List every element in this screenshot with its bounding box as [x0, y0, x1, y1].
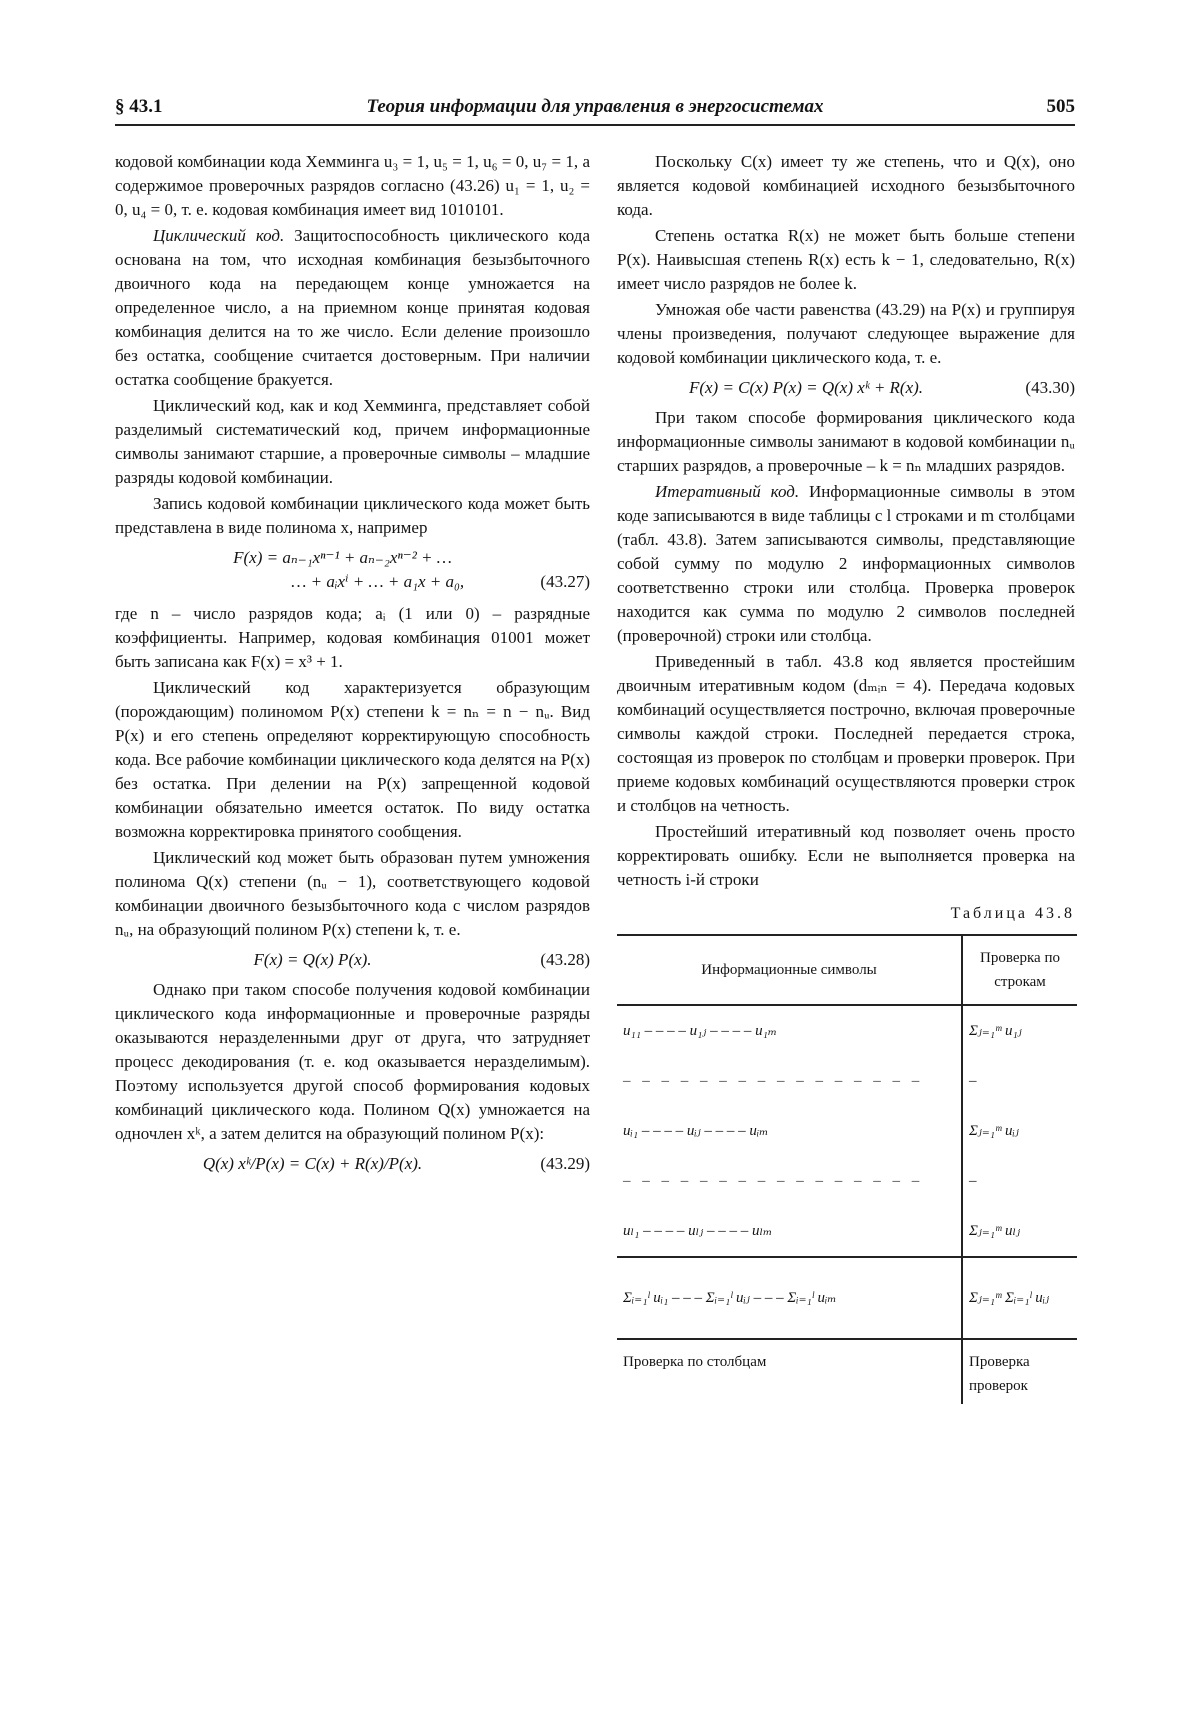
equation-43-28: [115, 948, 590, 972]
paragraph: Циклический код, как и код Хемминга, представляет собой разделимый систематический код, причем информационные символы занимают старшие, а проверочные символы – младшие разряды кодовой комбинации.: [115, 396, 590, 487]
table-sum-row: [617, 1257, 1077, 1339]
equation-number: (43.29): [540, 1154, 590, 1173]
paragraph: При таком способе формирования циклического кода информационные символы занимают в кодовой комбинации nᵤ старших разрядов, а проверочные – k = nₙ младших разрядов.: [617, 408, 1075, 475]
paragraph: где n – число разрядов кода; aᵢ (1 или 0) – разрядные коэффициенты. Например, кодовая комбинация 01001 может быть записана как F(x) = x³ + 1.: [115, 604, 590, 671]
equation-43-27: [115, 546, 590, 594]
equation-number: (43.30): [1025, 378, 1075, 397]
paragraph: Простейший итеративный код позволяет очень просто корректировать ошибку. Если не выполняется проверка на четность i-й строки: [617, 822, 1075, 889]
paragraph-text: Информационные символы в этом коде записываются в виде таблицы с l строками и m столбцами (табл. 43.8). Затем записываются символы, представляющие собой сумму по модулю 2 информационных символов соответственно строки или столбца. Проверка проверок находится как сумма по модулю 2 символов последней (проверочной) строки или столбца.: [617, 482, 1075, 645]
paragraph: Умножая обе части равенства (43.29) на P(x) и группируя члены произведения, получают следующее выражение для кодовой комбинации циклического кода, т. е.: [617, 300, 1075, 367]
equation-number: (43.27): [540, 572, 590, 591]
table-cell: Проверка проверок: [962, 1339, 1077, 1404]
table-row: [617, 1156, 1077, 1206]
table-43-8: [617, 934, 1077, 1404]
table-cell: Σⱼ₌₁ᵐ uᵢⱼ: [962, 1106, 1077, 1156]
table-row: [617, 1005, 1077, 1056]
paragraph: кодовой комбинации кода Хемминга u₃ = 1, u₅ = 1, u₆ = 0, u₇ = 1, а содержимое проверочных разрядов согласно (43.26) u₁ = 1, u₂ = 0, u₄ = 0, т. е. кодовая комбинация имеет вид 1010101.: [115, 152, 590, 219]
paragraph: Степень остатка R(x) не может быть больше степени P(x). Наивысшая степень R(x) есть k − 1, следовательно, R(x) имеет число разрядов не более k.: [617, 226, 1075, 293]
paragraph: Поскольку C(x) имеет ту же степень, что и Q(x), оно является кодовой комбинацией исходного безызбыточного кода.: [617, 152, 1075, 219]
paragraph-text: Защитоспособность циклического кода основана на том, что исходная комбинация безызбыточного двоичного кода на передающем конце умножается на определенное число, а на приемном конце принятая кодовая комбинация делится на то же число. Если деление произошло без остатка, сообщение считается достоверным. При наличии остатка сообщение бракуется.: [115, 226, 590, 389]
table-cell: –: [962, 1156, 1077, 1206]
table-cell: Проверка по столбцам: [623, 1354, 767, 1370]
table-cell: uᵢ₁ – – – – uᵢⱼ – – – – uᵢₘ: [623, 1123, 769, 1139]
table-caption: Таблица 43.8: [950, 905, 1075, 922]
table-cell: Σᵢ₌₁ˡ uᵢ₁ – – – Σᵢ₌₁ˡ uᵢⱼ – – – Σᵢ₌₁ˡ uᵢₘ: [617, 1257, 962, 1339]
table-cell: Σⱼ₌₁ᵐ Σᵢ₌₁ˡ uᵢⱼ: [962, 1257, 1077, 1339]
run-in-heading: Циклический код.: [153, 226, 285, 245]
equation: F(x) = C(x) P(x) = Q(x) xᵏ + R(x).: [688, 378, 924, 397]
equation: F(x) = Q(x) P(x).: [253, 950, 372, 969]
table-cell: Σⱼ₌₁ᵐ u₁ⱼ: [962, 1005, 1077, 1056]
table-cell: Σⱼ₌₁ᵐ uₗⱼ: [962, 1206, 1077, 1257]
table-cell: – – – – – – – – – – – – – – – –: [623, 1073, 924, 1089]
equation: Q(x) xᵏ/P(x) = C(x) + R(x)/P(x).: [202, 1154, 423, 1173]
page-header: [115, 96, 1075, 126]
paragraph: Приведенный в табл. 43.8 код является простейшим двоичным итеративным кодом (dₘᵢₙ = 4). Передача кодовых комбинаций осуществляется построчно, включая проверочные символы каждой строки. Последней передается строка, состоящая из проверок по столбцам и проверки проверок. При приеме кодовых комбинаций осуществляются проверки строк и столбцов на четность.: [617, 652, 1075, 815]
table-header-row: [617, 935, 1077, 1005]
equation-43-30: [617, 376, 1075, 400]
table-row: [617, 1206, 1077, 1257]
equation-line: F(x) = aₙ₋₁xⁿ⁻¹ + aₙ₋₂xⁿ⁻² + …: [233, 548, 452, 567]
left-column: [115, 150, 590, 1182]
page-number: 505: [1046, 96, 1075, 117]
paragraph: [617, 480, 1075, 648]
equation-43-29: [115, 1152, 590, 1176]
paragraph: Запись кодовой комбинации циклического кода может быть представлена в виде полинома x, например: [115, 494, 590, 537]
table-row: [617, 1056, 1077, 1106]
running-title: Теория информации для управления в энергосистемах: [366, 96, 824, 117]
section-number: § 43.1: [115, 96, 163, 117]
right-column: [617, 150, 1075, 1404]
table-cell: –: [962, 1056, 1077, 1106]
table-header-cell: Информационные символы: [617, 935, 962, 1005]
table-footer-row: [617, 1339, 1077, 1404]
table-row: [617, 1106, 1077, 1156]
table-cell: – – – – – – – – – – – – – – – –: [623, 1173, 924, 1189]
table-header-cell: Проверка по строкам: [962, 935, 1077, 1005]
paragraph: Циклический код может быть образован путем умножения полинома Q(x) степени (nᵤ − 1), соответствующего кодовой комбинации двоичного безызбыточного кода с числом разрядов nᵤ, на образующий полином P(x) степени k, т. е.: [115, 848, 590, 939]
run-in-heading: Итеративный код.: [655, 482, 800, 501]
paragraph: Однако при таком способе получения кодовой комбинации циклического кода информационные и проверочные разряды оказываются неразделенными друг от друга, что затрудняет процесс декодирования (т. е. код оказывается неразделимым). Поэтому используется другой способ формирования кодовых комбинаций циклического кода. Полином Q(x) умножается на одночлен xᵏ, а затем делится на образующий полином P(x):: [115, 980, 590, 1143]
paragraph: Циклический код характеризуется образующим (порождающим) полиномом P(x) степени k = nₙ = n − nᵤ. Вид P(x) и его степень определяют корректирующую способность кода. Все рабочие комбинации циклического кода делятся на P(x) без остатка. При делении на P(x) запрещенной кодовой комбинации обязательно имеется остаток. По виду остатка возможна корректировка принятого сообщения.: [115, 678, 590, 841]
equation-line: … + aᵢxⁱ + … + a₁x + a₀,: [291, 572, 465, 591]
table-cell: uₗ₁ – – – – uₗⱼ – – – – uₗₘ: [623, 1223, 773, 1239]
equation-number: (43.28): [540, 950, 590, 969]
table-cell: u₁₁ – – – – u₁ⱼ – – – – u₁ₘ: [623, 1023, 778, 1039]
paragraph: [115, 224, 590, 392]
